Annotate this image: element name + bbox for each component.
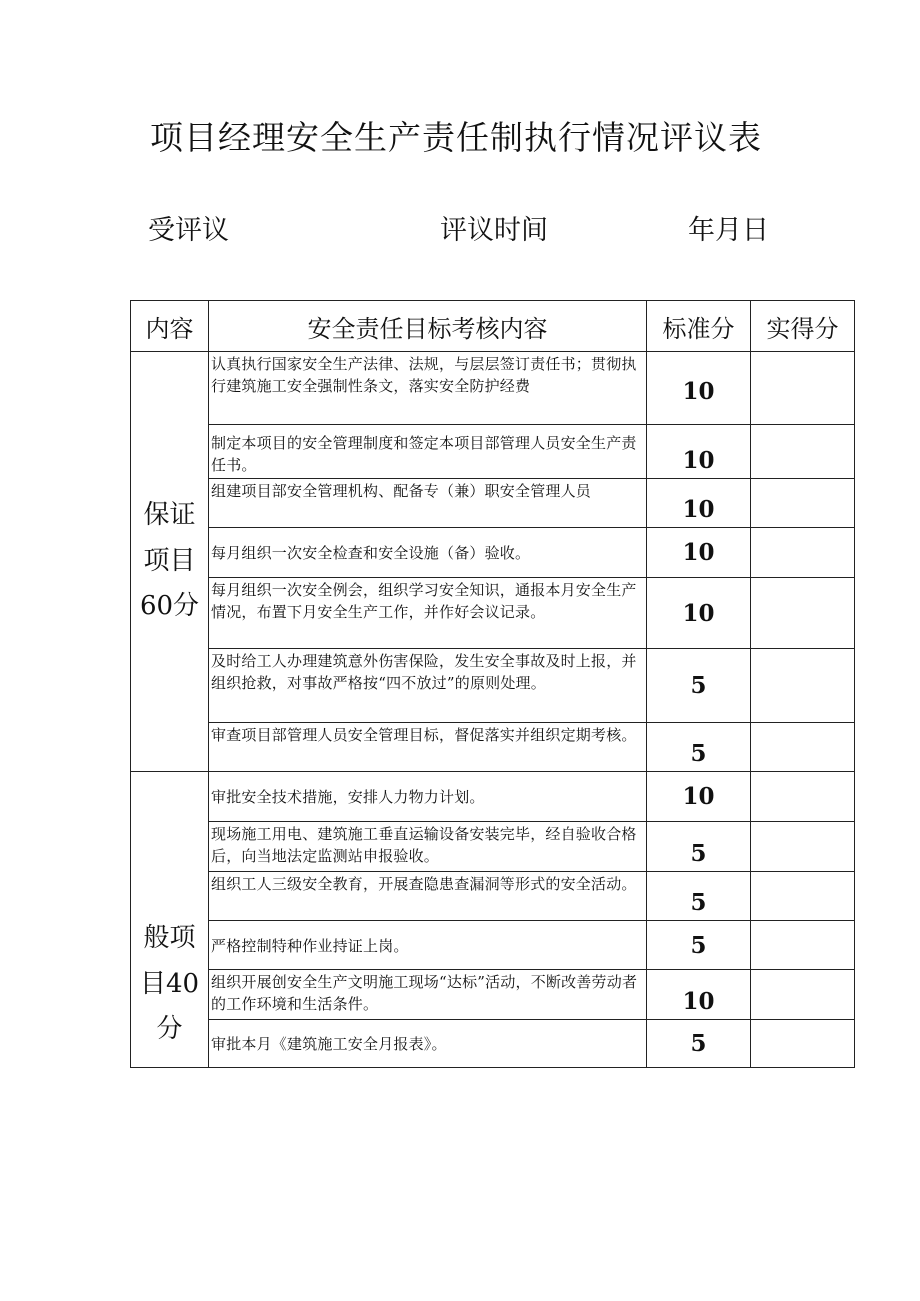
item-content: 认真执行国家安全生产法律、法规，与层层签订责任书；贯彻执行建筑施工安全强制性条文，落实安全防护经费 xyxy=(209,352,647,425)
table-row xyxy=(131,479,855,528)
item-content: 严格控制特种作业持证上岗。 xyxy=(209,921,647,970)
table-row xyxy=(131,578,855,649)
table-row xyxy=(131,528,855,578)
date-label: 年月日 xyxy=(688,215,769,246)
evaluation-table xyxy=(130,300,855,1068)
standard-score: 5 xyxy=(647,822,751,872)
standard-score: 10 xyxy=(647,578,751,649)
standard-score: 5 xyxy=(647,921,751,970)
item-content: 审查项目部管理人员安全管理目标，督促落实并组织定期考核。 xyxy=(209,723,647,772)
category-line: 分 xyxy=(156,1014,183,1045)
item-content: 组织工人三级安全教育，开展查隐患查漏洞等形式的安全活动。 xyxy=(209,872,647,921)
table-row xyxy=(131,921,855,970)
table-row xyxy=(131,425,855,479)
review-time-label: 评议时间 xyxy=(440,215,548,246)
header-category: 内容 xyxy=(131,301,209,352)
standard-score: 5 xyxy=(647,872,751,921)
category-line: 项目 xyxy=(143,545,196,576)
item-content: 每月组织一次安全检查和安全设施（备）验收。 xyxy=(209,528,647,578)
standard-score: 5 xyxy=(647,649,751,723)
standard-score: 10 xyxy=(647,352,751,425)
header-content: 安全责任目标考核内容 xyxy=(209,301,647,352)
standard-score: 5 xyxy=(647,723,751,772)
actual-score-cell[interactable] xyxy=(751,970,855,1020)
page-title: 项目经理安全生产责任制执行情况评议表 xyxy=(150,118,762,157)
item-content: 每月组织一次安全例会，组织学习安全知识，通报本月安全生产情况，布置下月安全生产工作，并作好会议记录。 xyxy=(209,578,647,649)
actual-score-cell[interactable] xyxy=(751,772,855,822)
actual-score-cell[interactable] xyxy=(751,1020,855,1068)
item-content: 组织开展创安全生产文明施工现场“达标”活动，不断改善劳动者的工作环境和生活条件。 xyxy=(209,970,647,1020)
actual-score-cell[interactable] xyxy=(751,649,855,723)
category-line: 保证 xyxy=(143,500,196,531)
standard-score: 10 xyxy=(647,772,751,822)
actual-score-cell[interactable] xyxy=(751,872,855,921)
item-content: 及时给工人办理建筑意外伤害保险，发生安全事故及时上报，并组织抢救，对事故严格按“四不放过”的原则处理。 xyxy=(209,649,647,723)
table-row xyxy=(131,352,855,425)
actual-score-cell[interactable] xyxy=(751,528,855,578)
standard-score: 10 xyxy=(647,528,751,578)
table-row xyxy=(131,970,855,1020)
table-row xyxy=(131,1020,855,1068)
standard-score: 10 xyxy=(647,479,751,528)
actual-score-cell[interactable] xyxy=(751,479,855,528)
actual-score-cell[interactable] xyxy=(751,578,855,649)
standard-score: 10 xyxy=(647,425,751,479)
category-guarantee-items xyxy=(131,352,209,772)
table-row xyxy=(131,649,855,723)
actual-score-cell[interactable] xyxy=(751,425,855,479)
category-line: 60分 xyxy=(139,591,200,622)
actual-score-cell[interactable] xyxy=(751,921,855,970)
actual-score-cell[interactable] xyxy=(751,723,855,772)
actual-score-cell[interactable] xyxy=(751,822,855,872)
table-header-row xyxy=(131,301,855,352)
header-actual-score: 实得分 xyxy=(751,301,855,352)
table-row xyxy=(131,872,855,921)
header-standard-score: 标准分 xyxy=(647,301,751,352)
item-content: 组建项目部安全管理机构、配备专（兼）职安全管理人员 xyxy=(209,479,647,528)
category-line: 目40 xyxy=(139,968,200,999)
standard-score: 5 xyxy=(647,1020,751,1068)
actual-score-cell[interactable] xyxy=(751,352,855,425)
table-row xyxy=(131,723,855,772)
table-row xyxy=(131,772,855,822)
item-content: 制定本项目的安全管理制度和签定本项目部管理人员安全生产责任书。 xyxy=(209,425,647,479)
item-content: 审批安全技术措施，安排人力物力计划。 xyxy=(209,772,647,822)
item-content: 审批本月《建筑施工安全月报表》。 xyxy=(209,1020,647,1068)
item-content: 现场施工用电、建筑施工垂直运输设备安装完毕，经自验收合格后，向当地法定监测站申报验收。 xyxy=(209,822,647,872)
category-general-items xyxy=(131,772,209,1068)
standard-score: 10 xyxy=(647,970,751,1020)
category-line: 般项 xyxy=(143,923,196,954)
reviewee-label: 受评议 xyxy=(148,215,229,246)
table-row xyxy=(131,822,855,872)
